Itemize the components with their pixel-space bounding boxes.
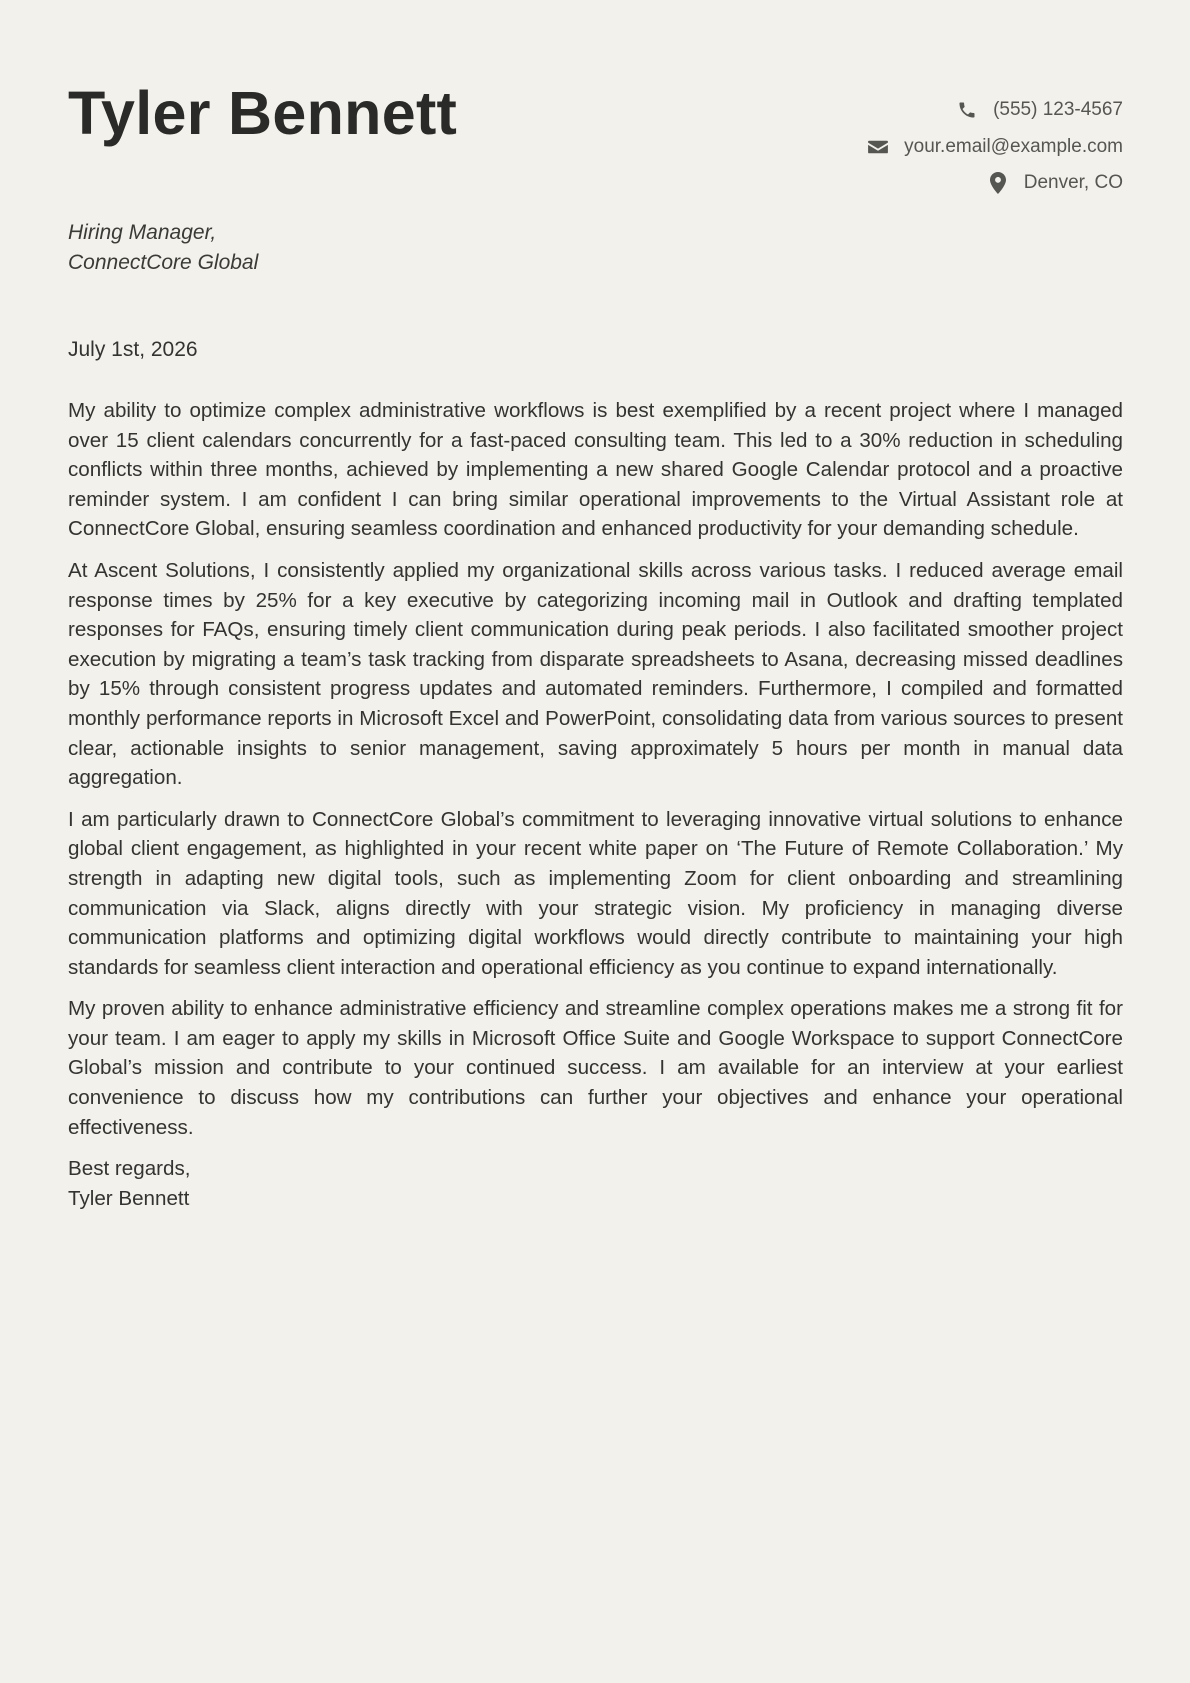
contact-info (864, 95, 1123, 205)
contact-phone-row (864, 95, 1123, 132)
map-pin-icon (984, 168, 1012, 198)
body-paragraph: I am particularly drawn to ConnectCore Global’s commitment to leveraging innovative virtual solutions to enhance global client engagement, as highlighted in your recent white paper on ‘The Future of Remote Collaboration.’ My strength in adapting new digital tools, such as implementing Zoom for client onboarding and streamlining communication via Slack, aligns directly with your strategic vision. My proficiency in managing diverse communication platforms and optimizing digital workflows would directly contribute to maintaining your high standards for seamless client interaction and operational efficiency as you continue to expand internationally. (68, 807, 1123, 979)
closing-salutation: Best regards, (68, 1157, 191, 1181)
letter-closing (68, 1154, 1123, 1213)
cover-letter-page (68, 0, 1123, 1683)
recipient-company: ConnectCore Global (68, 251, 259, 274)
envelope-icon (864, 132, 892, 162)
letter-header (68, 0, 1123, 205)
contact-phone: (555) 123-4567 (993, 99, 1123, 120)
letter-date: July 1st, 2026 (68, 338, 198, 361)
contact-email-row (864, 132, 1123, 169)
body-paragraph: At Ascent Solutions, I consistently applied my organizational skills across various tasks. I reduced average email response times by 25% for a key executive by categorizing incoming mail in Outlook and drafting templated responses for FAQs, ensuring timely client communication during peak periods. I also facilitated smoother project execution by migrating a team’s task tracking from disparate spreadsheets to Asana, decreasing missed deadlines by 15% through consistent progress updates and automated reminders. Furthermore, I compiled and formatted monthly performance reports in Microsoft Excel and PowerPoint, consolidating data from various sources to present clear, actionable insights to senior management, saving approximately 5 hours per month in manual data aggregation. (68, 558, 1123, 790)
contact-email: your.email@example.com (904, 135, 1123, 157)
contact-location: Denver, CO (1023, 172, 1123, 193)
letter-body (68, 396, 1123, 1213)
phone-icon (953, 95, 981, 125)
contact-location-row (864, 168, 1123, 205)
recipient-block (68, 218, 258, 278)
recipient-title: Hiring Manager, (68, 221, 217, 244)
body-paragraph: My proven ability to enhance administrative efficiency and streamline complex operations makes me a strong fit for your team. I am eager to apply my skills in Microsoft Office Suite and Google Workspace to support ConnectCore Global’s mission and contribute to your continued success. I am available for an interview at your earliest convenience to discuss how my contributions can further your objectives and enhance your operational effectiveness. (68, 997, 1123, 1139)
closing-signature: Tyler Bennett (68, 1186, 190, 1210)
body-paragraph: My ability to optimize complex administrative workflows is best exemplified by a recent project where I managed over 15 client calendars concurrently for a fast-paced consulting team. This led to a 30% reduction in scheduling conflicts within three months, achieved by implementing a new shared Google Calendar protocol and a proactive reminder system. I am confident I can bring similar operational improvements to the Virtual Assistant role at ConnectCore Global, ensuring seamless coordination and enhanced productivity for your demanding schedule. (68, 399, 1123, 541)
applicant-name: Tyler Bennett (68, 79, 458, 147)
